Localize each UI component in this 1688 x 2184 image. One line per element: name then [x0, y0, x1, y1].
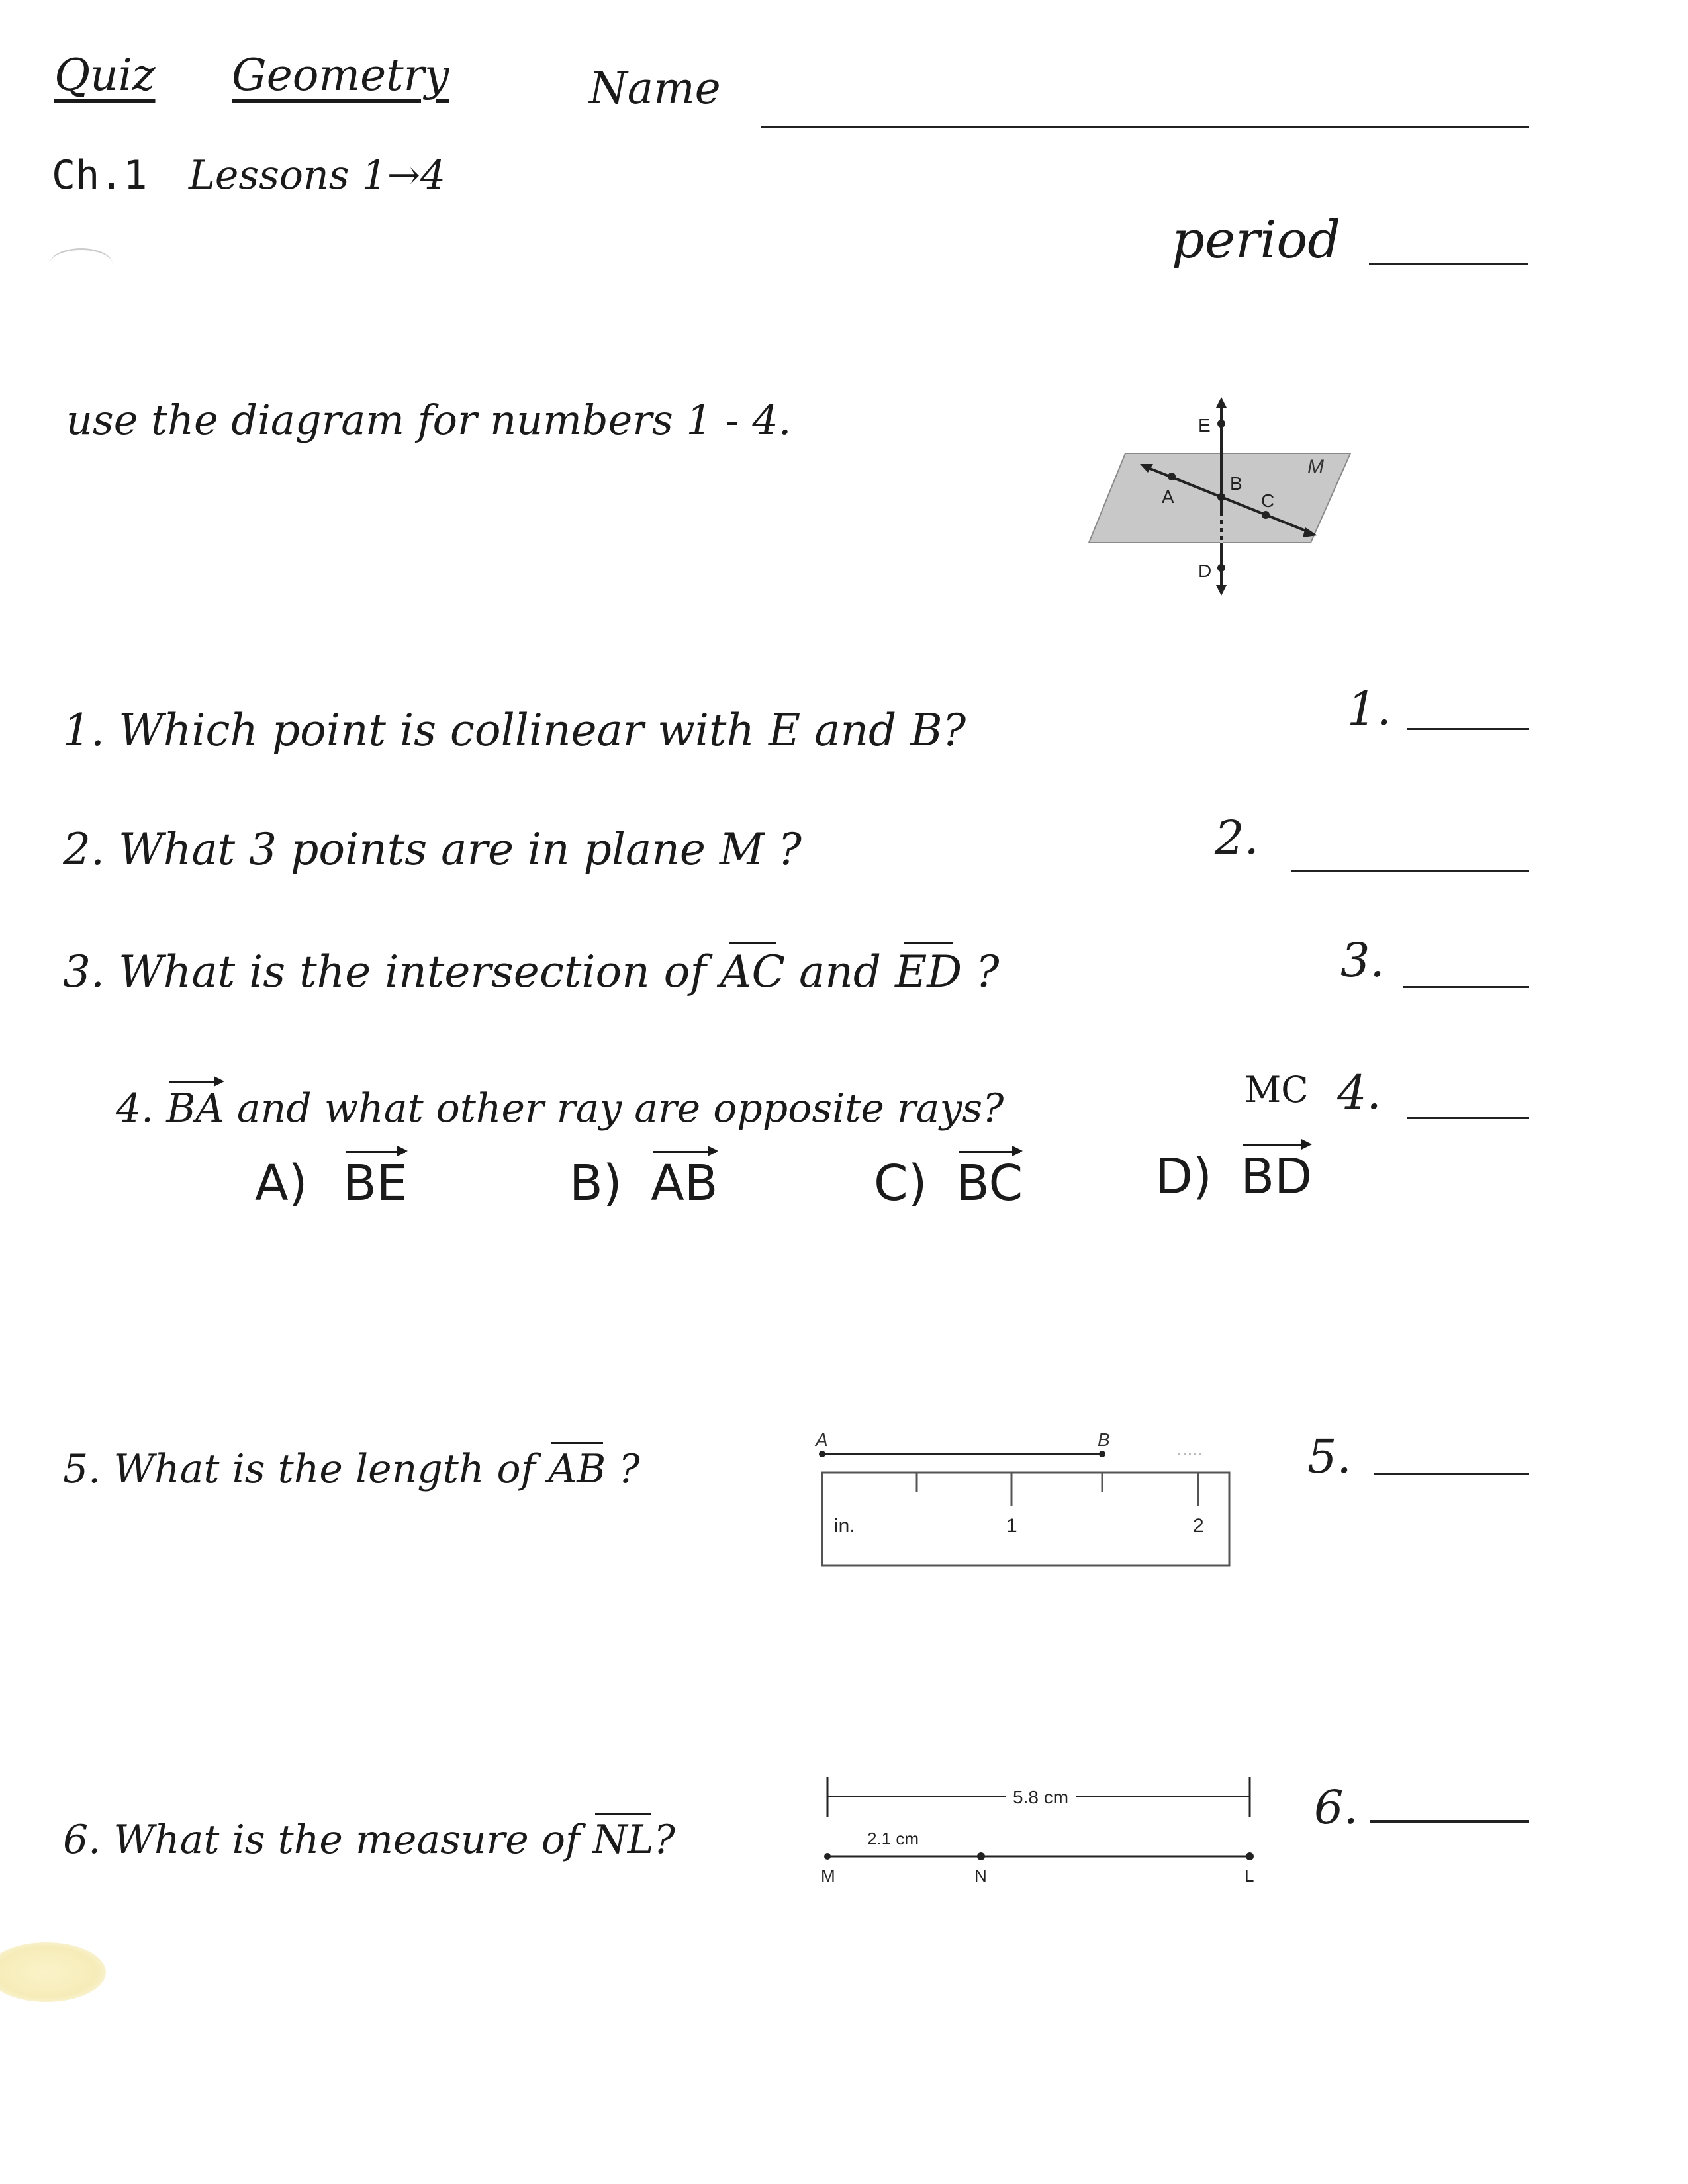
q6-number: 6.: [63, 1817, 101, 1863]
lessons-label: Lessons 1→4: [189, 152, 446, 199]
q5-text-before: What is the length of: [113, 1446, 548, 1492]
subject-title: Geometry: [232, 50, 449, 101]
q4-number: 4.: [116, 1085, 154, 1132]
point-b: [1217, 493, 1225, 501]
margin-note: MC: [1244, 1069, 1309, 1111]
ray-be-notation: BE: [343, 1155, 408, 1212]
label-e: E: [1198, 415, 1211, 435]
segment-point-m-label: M: [821, 1866, 835, 1886]
segment-figure: [808, 1760, 1271, 1886]
answer-blank-5[interactable]: [1374, 1473, 1529, 1475]
ruler-unit-label: in.: [834, 1515, 855, 1537]
q2-number: 2.: [63, 824, 105, 875]
point-e: [1217, 420, 1225, 428]
q5-text-after: ?: [606, 1446, 640, 1492]
choice-b-letter: B): [569, 1155, 622, 1212]
choice-b[interactable]: [569, 1155, 718, 1212]
ray-ab-notation: AB: [651, 1155, 718, 1212]
label-a: A: [1162, 486, 1174, 507]
answer-label-3: 3.: [1340, 933, 1385, 987]
name-label: Name: [589, 63, 721, 114]
label-b: B: [1230, 473, 1243, 494]
ray-bd-notation: BD: [1241, 1148, 1313, 1205]
q3-text-mid: and: [785, 946, 896, 997]
q6-text-before: What is the measure of: [113, 1817, 593, 1863]
q5-number: 5.: [63, 1446, 101, 1492]
ruler-point-a-label: A: [816, 1430, 828, 1450]
label-d: D: [1198, 561, 1212, 581]
segment-nl-notation: NL: [592, 1817, 654, 1863]
point-a: [1168, 473, 1176, 480]
name-blank[interactable]: [761, 126, 1529, 128]
answer-label-6: 6.: [1314, 1780, 1358, 1835]
segment-ab-notation: AB: [547, 1446, 606, 1492]
hole-punch-mark: [50, 248, 113, 280]
q1-number: 1.: [63, 705, 105, 756]
point-d: [1217, 564, 1225, 572]
question-4: [116, 1085, 1004, 1132]
answer-label-4: 4.: [1337, 1066, 1382, 1120]
q1-text: Which point is collinear with E and B?: [118, 705, 966, 756]
answer-blank-4[interactable]: [1407, 1117, 1529, 1119]
plane-diagram: [1079, 390, 1383, 602]
segment-point-l: [1246, 1852, 1254, 1860]
line-ed-notation: ED: [895, 946, 962, 997]
choice-a[interactable]: [255, 1155, 408, 1212]
ruler-point-a: [819, 1451, 825, 1457]
choice-d[interactable]: [1155, 1148, 1312, 1205]
answer-blank-3[interactable]: [1403, 986, 1529, 988]
choice-c[interactable]: [874, 1155, 1023, 1212]
q3-text-before: What is the intersection of: [118, 946, 720, 997]
part-length-label: 2.1 cm: [867, 1829, 919, 1848]
q3-text-after: ?: [962, 946, 1000, 997]
ray-ba-notation: BA: [166, 1085, 224, 1132]
ruler-figure: [808, 1426, 1238, 1572]
period-blank[interactable]: [1369, 263, 1528, 265]
label-plane: M: [1307, 456, 1324, 478]
question-6: [63, 1817, 675, 1863]
answer-label-5: 5.: [1307, 1430, 1352, 1484]
ruler-tick-2-label: 2: [1193, 1515, 1204, 1537]
ruler-tick-1-label: 1: [1006, 1515, 1017, 1537]
ruler: [822, 1473, 1229, 1565]
chapter-label: Ch.1: [52, 152, 148, 199]
point-c: [1262, 511, 1270, 519]
ruler-point-b: [1099, 1451, 1105, 1457]
label-c: C: [1261, 490, 1275, 511]
choice-c-letter: C): [874, 1155, 927, 1212]
question-1: [63, 705, 966, 756]
answer-blank-1[interactable]: [1407, 728, 1529, 730]
coffee-stain: [0, 1942, 106, 2002]
segment-point-l-label: L: [1244, 1866, 1254, 1886]
segment-point-n-label: N: [974, 1866, 987, 1886]
question-5: [63, 1446, 640, 1492]
answer-label-1: 1.: [1347, 682, 1391, 736]
question-2: [63, 824, 802, 875]
q3-number: 3.: [63, 946, 105, 997]
q6-text-after: ?: [653, 1817, 675, 1863]
question-3: [63, 946, 1000, 997]
segment-point-m: [824, 1853, 831, 1860]
ray-bc-notation: BC: [956, 1155, 1023, 1212]
answer-label-2: 2.: [1215, 811, 1259, 865]
q4-text: and what other ray are opposite rays?: [224, 1085, 1004, 1132]
choice-a-letter: A): [255, 1155, 308, 1212]
ruler-point-b-label: B: [1098, 1430, 1110, 1450]
period-label: period: [1172, 210, 1341, 270]
answer-blank-2[interactable]: [1291, 870, 1529, 872]
quiz-title: Quiz: [54, 50, 156, 101]
line-ac-notation: AC: [720, 946, 785, 997]
answer-blank-6[interactable]: [1370, 1820, 1529, 1823]
segment-point-n: [977, 1852, 985, 1860]
q2-text: What 3 points are in plane M ?: [118, 824, 802, 875]
instruction: use the diagram for numbers 1 - 4.: [66, 396, 792, 444]
choice-d-letter: D): [1155, 1148, 1212, 1205]
total-length-label: 5.8 cm: [1013, 1787, 1069, 1807]
